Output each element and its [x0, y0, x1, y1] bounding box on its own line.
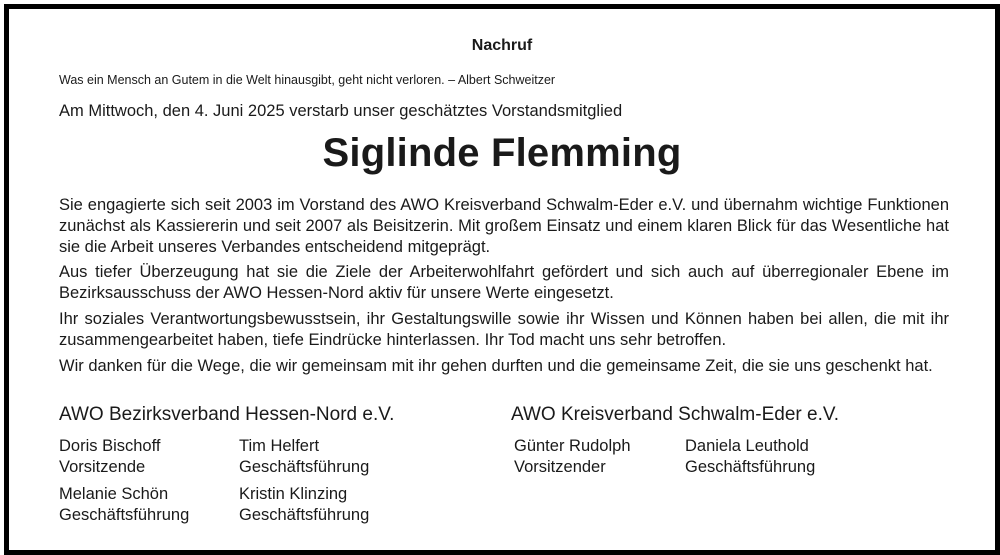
signatory-name: Melanie Schön	[59, 485, 169, 503]
signatory-role: Vorsitzender	[514, 458, 606, 476]
paragraph-4: Wir danken für die Wege, die wir gemeinsam mit ihr gehen durften und die gemeinsame Zeit, die sie uns geschenkt hat.	[59, 357, 933, 375]
paragraph-3: Ihr soziales Verantwortungsbewusstsein, ihr Gestaltungswille sowie ihr Wissen und Können haben bei allen, die mit ihr zusammengearbeitet haben, tiefe Eindrücke hinterlassen. Ihr Tod macht uns sehr betroffen.	[59, 310, 949, 349]
org-title-kreisverband: AWO Kreisverband Schwalm-Eder e.V.	[511, 404, 840, 425]
paragraph-2: Aus tiefer Überzeugung hat sie die Ziele der Arbeiterwohlfahrt gefördert und sich auch auf überregionaler Ebene im Bezirksausschuss der AWO Hessen-Nord aktiv für unsere Werte eingesetzt.	[59, 263, 949, 302]
signatory	[685, 436, 815, 478]
signatory	[239, 436, 369, 478]
signatory	[59, 436, 160, 478]
signatory-role: Geschäftsführung	[239, 458, 370, 476]
deceased-name: Siglinde Flemming	[322, 131, 682, 175]
notice-content	[9, 9, 995, 550]
org-title-bezirksverband: AWO Bezirksverband Hessen-Nord e.V.	[59, 404, 395, 425]
signatory-role: Geschäftsführung	[685, 458, 816, 476]
signatory-role: Vorsitzende	[59, 458, 146, 476]
signatory-name: Daniela Leuthold	[685, 437, 809, 455]
notice-frame	[4, 4, 1000, 555]
notice-heading: Nachruf	[471, 37, 533, 54]
signatory	[514, 436, 631, 478]
intro-line: Am Mittwoch, den 4. Juni 2025 verstarb unser geschätztes Vorstandsmitglied	[59, 102, 623, 120]
signatory-name: Kristin Klinzing	[239, 485, 348, 503]
signatory-name: Günter Rudolph	[514, 437, 631, 455]
memorial-quote: Was ein Mensch an Gutem in die Welt hinausgibt, geht nicht verloren. – Albert Schweitzer	[59, 73, 556, 87]
signatory	[59, 484, 189, 526]
signatory-role: Geschäftsführung	[239, 506, 370, 524]
signatory-name: Tim Helfert	[239, 437, 320, 455]
signatory-name: Doris Bischoff	[59, 437, 161, 455]
paragraph-1: Sie engagierte sich seit 2003 im Vorstand des AWO Kreisverband Schwalm-Eder e.V. und übernahm wichtige Funktionen zunächst als Kassiererin und seit 2007 als Beisitzerin. Mit großem Einsatz und einem klaren Blick für das Wesentliche hat sie die Arbeit unseres Verbandes entscheidend mitgeprägt.	[59, 196, 949, 256]
signatory	[239, 484, 369, 526]
signatory-role: Geschäftsführung	[59, 506, 190, 524]
